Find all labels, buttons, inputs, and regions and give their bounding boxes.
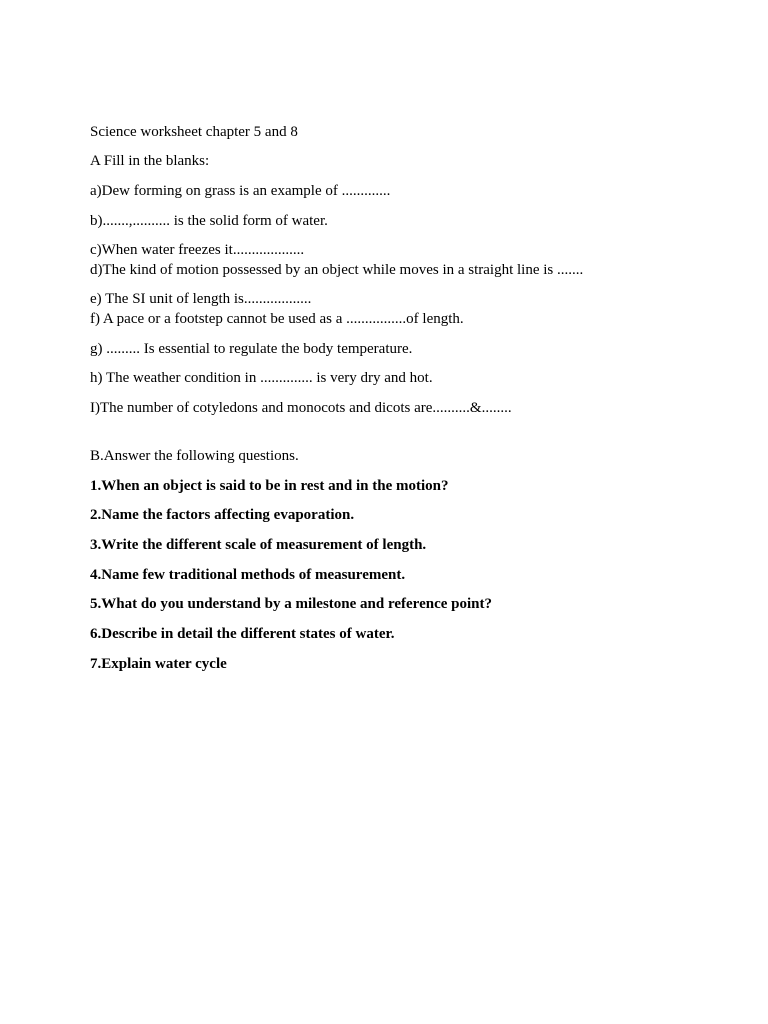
question-7: 7.Explain water cycle [90, 656, 227, 672]
blank-item-h: h) The weather condition in .............. is very dry and hot. [90, 370, 433, 386]
blank-item-a: a)Dew forming on grass is an example of ............. [90, 183, 391, 199]
question-6: 6.Describe in detail the different states of water. [90, 626, 395, 642]
question-2: 2.Name the factors affecting evaporation. [90, 507, 355, 523]
question-4: 4.Name few traditional methods of measurement. [90, 567, 406, 583]
worksheet-title: Science worksheet chapter 5 and 8 [90, 124, 298, 140]
question-5: 5.What do you understand by a milestone and reference point? [90, 596, 492, 612]
blank-item-d: d)The kind of motion possessed by an object while moves in a straight line is ....... [90, 262, 584, 278]
blank-item-c: c)When water freezes it................... [90, 242, 305, 258]
blank-item-b: b).......,.......... is the solid form of water. [90, 213, 328, 229]
blank-item-f: f) A pace or a footstep cannot be used as a ................of length. [90, 311, 464, 327]
blank-item-g: g) ......... Is essential to regulate the body temperature. [90, 341, 413, 357]
blank-item-i: I)The number of cotyledons and monocots and dicots are..........&........ [90, 400, 512, 416]
section-a-heading: A Fill in the blanks: [90, 153, 210, 169]
blank-item-e: e) The SI unit of length is.................. [90, 291, 312, 307]
question-1: 1.When an object is said to be in rest and in the motion? [90, 478, 449, 494]
question-3: 3.Write the different scale of measurement of length. [90, 537, 427, 553]
section-b-heading: B.Answer the following questions. [90, 448, 299, 464]
